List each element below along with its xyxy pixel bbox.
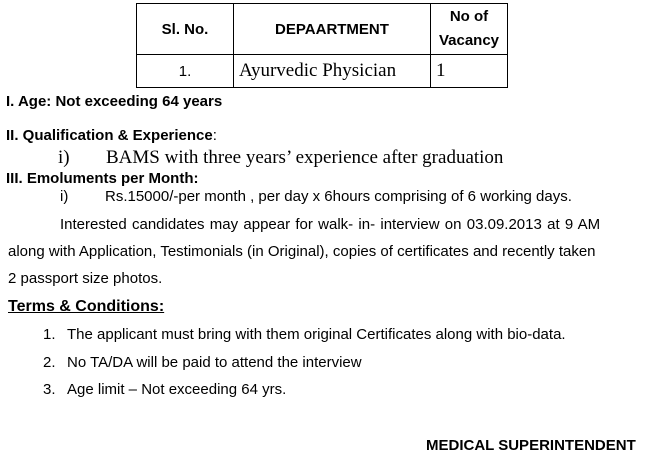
emoluments-item-text: Rs.15000/-per month , per day x 6hours comprising of 6 working days. xyxy=(105,188,572,205)
qualification-heading: II. Qualification & Experience xyxy=(6,127,213,144)
interview-line-2: along with Application, Testimonials (in Original), copies of certificates and recently taken xyxy=(8,243,596,260)
header-vacancy xyxy=(431,4,508,55)
qualification-heading-line xyxy=(6,127,217,144)
terms-item-2-text: No TA/DA will be paid to attend the interview xyxy=(67,354,362,371)
header-vacancy-line1: No of xyxy=(449,8,489,25)
terms-item-3-num: 3. xyxy=(43,381,56,398)
qualification-colon: : xyxy=(212,127,217,144)
interview-line-3: 2 passport size photos. xyxy=(8,270,163,287)
qualification-item-text: BAMS with three years’ experience after graduation xyxy=(106,147,504,168)
interview-line-1: Interested candidates may appear for walk- in- interview on 03.09.2013 at 9 AM xyxy=(60,216,601,233)
emoluments-item-marker: i) xyxy=(60,188,69,205)
header-sl-no: Sl. No. xyxy=(137,4,234,55)
row-vacancy: 1 xyxy=(431,55,508,88)
qualification-item-marker: i) xyxy=(58,147,70,168)
terms-heading: Terms & Conditions: xyxy=(8,298,165,315)
terms-item-1-num: 1. xyxy=(43,326,56,343)
row-sl-no: 1. xyxy=(137,55,234,88)
age-heading: I. Age: Not exceeding 64 years xyxy=(6,93,223,110)
emoluments-heading: III. Emoluments per Month: xyxy=(6,170,199,187)
terms-item-2-num: 2. xyxy=(43,354,56,371)
terms-item-1-text: The applicant must bring with them original Certificates along with bio-data. xyxy=(67,326,566,343)
header-vacancy-line2: Vacancy xyxy=(438,32,500,49)
row-department: Ayurvedic Physician xyxy=(234,55,431,88)
vacancy-table xyxy=(136,3,508,88)
signature-title: MEDICAL SUPERINTENDENT xyxy=(426,437,636,454)
header-department: DEPAARTMENT xyxy=(234,4,431,55)
terms-item-3-text: Age limit – Not exceeding 64 yrs. xyxy=(67,381,287,398)
table-row xyxy=(137,55,508,88)
table-header-row xyxy=(137,4,508,55)
